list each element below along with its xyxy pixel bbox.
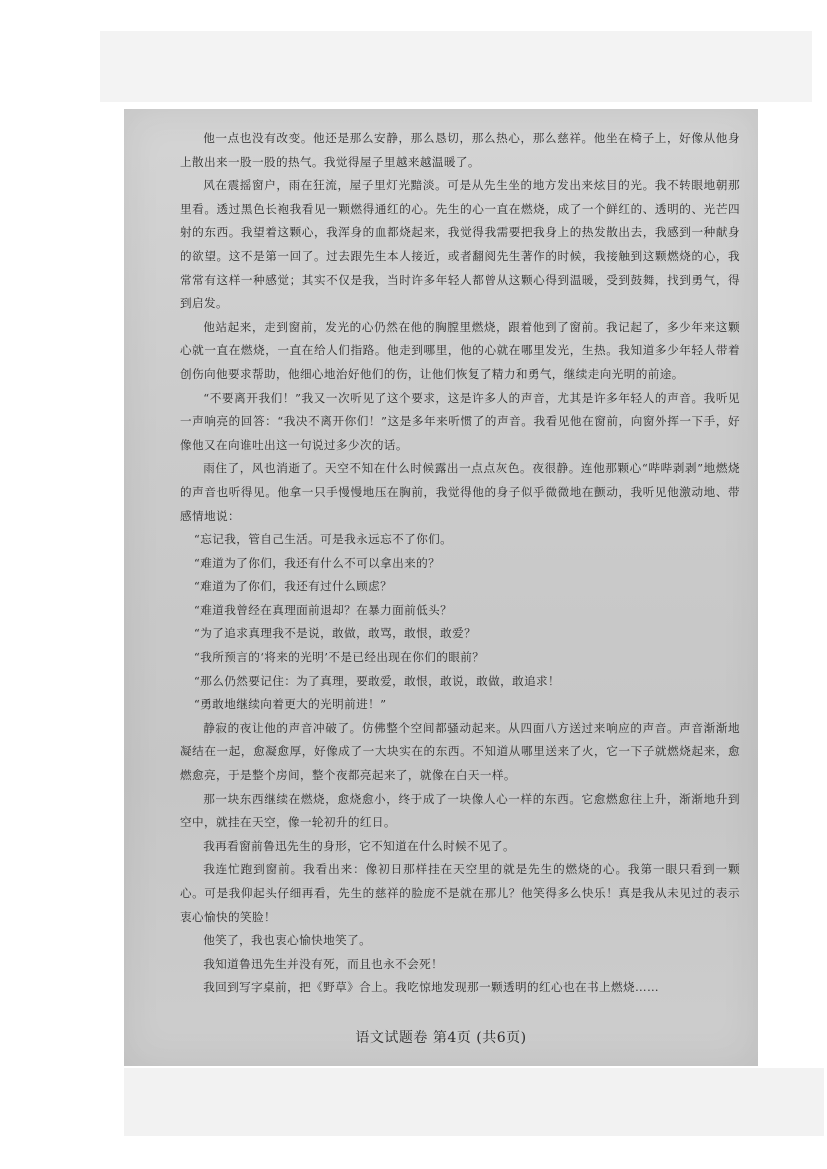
page-footer: 语文试题卷 第4页 (共6页) xyxy=(355,1030,527,1046)
paragraph: 我知道鲁迅先生并没有死，而且也永不会死！ xyxy=(203,956,444,971)
quote-line: “那么仍然要记住：为了真理，要敢爱，敢恨，敢说，敢做，敢追求！ xyxy=(193,673,561,688)
quote-line: “我所预言的‘将来的光明’不是已经出现在你们的眼前？ xyxy=(193,650,485,665)
paragraph: 我回到写字桌前，把《野草》合上。我吃惊地发现那一颗透明的红心也在书上燃烧…… xyxy=(203,980,659,995)
paragraph: 他一点也没有改变。他还是那么安静，那么恳切，那么热心，那么慈祥。他坐在椅子上，好像从他身上散出来一股一股的热气。我觉得屋子里越来越温暖了。 xyxy=(180,131,740,169)
paragraph: 他笑了，我也衷心愉快地笑了。 xyxy=(203,933,372,948)
paragraph: 静寂的夜让他的声音冲破了。仿佛整个空间都骚动起来。从四面八方送过来响应的声音。声音渐渐地凝结在一起，愈凝愈厚，好像成了一大块实在的东西。不知道从哪里送来了火，它一下子就燃烧起来，愈燃愈亮，于是整个房间，整个夜都亮起来了，就像在白天一样。 xyxy=(180,720,740,783)
paragraph: 风在震摇窗户，雨在狂流，屋子里灯光黯淡。可是从先生坐的地方发出来炫目的光。我不转眼地朝那里看。透过黑色长袍我看见一颗燃得通红的心。先生的心一直在燃烧，成了一个鲜红的、透明的、光芒四射的东西。我望着这颗心，我浑身的血都烧起来，我觉得我需要把我身上的热发散出去，我感到一种献身的欲望。这不是第一回了。过去跟先生本人接近，或者翻阅先生著作的时候，我接触到这颗燃烧的心，我常常有这样一种感觉；其实不仅是我，当时许多年轻人都曾从这颗心得到温暖，受到鼓舞，找到勇气，得到启发。 xyxy=(180,178,740,311)
article-body xyxy=(180,127,740,1000)
top-blank-band xyxy=(100,31,812,102)
quote-line: “难道我曾经在真理面前退却？在暴力面前低头？ xyxy=(193,602,453,617)
paragraph: 他站起来，走到窗前，发光的心仍然在他的胸膛里燃烧，跟着他到了窗前。我记起了，多少年来这颗心就一直在燃烧，一直在给人们指路。他走到哪里，他的心就在哪里发光，生热。我知道多少年轻人带着创伤向他要求帮助，他细心地治好他们的伤，让他们恢复了精力和勇气，继续走向光明的前途。 xyxy=(180,319,740,381)
quote-line: “勇敢地继续向着更大的光明前进！” xyxy=(193,697,387,712)
bottom-blank-band xyxy=(124,1068,824,1136)
quote-line: “为了追求真理我不是说，敢做，敢骂，敢恨，敢爱？ xyxy=(193,626,477,641)
quote-line: “忘记我，管自己生活。可是我永远忘不了你们。 xyxy=(193,532,453,547)
paragraph: 我再看窗前鲁迅先生的身形，它不知道在什么时候不见了。 xyxy=(203,838,516,853)
quote-line: “难道为了你们，我还有过什么顾虑？ xyxy=(193,579,393,594)
exam-page-photo xyxy=(124,109,758,1066)
paragraph: “不要离开我们！”我又一次听见了这个要求，这是许多人的声音，尤其是许多年轻人的声音。我听见一声响亮的回答：“我决不离开你们！”这是多年来听惯了的声音。我看见他在窗前，向窗外挥一下手，好像他又在向谁吐出这一句说过多少次的话。 xyxy=(180,390,740,452)
paragraph: 雨住了，风也消逝了。天空不知在什么时候露出一点点灰色。夜很静。连他那颗心“哔哔剥剥”地燃烧的声音也听得见。他拿一只手慢慢地压在胸前，我觉得他的身子似乎微微地在颤动，我听见他激动地、带感情地说： xyxy=(180,461,740,523)
paragraph: 那一块东西继续在燃烧，愈烧愈小，终于成了一块像人心一样的东西。它愈燃愈往上升，渐渐地升到空中，就挂在天空，像一轮初升的红日。 xyxy=(180,791,740,830)
paragraph: 我连忙跑到窗前。我看出来：像初日那样挂在天空里的就是先生的燃烧的心。我第一眼只看到一颗心。可是我仰起头仔细再看，先生的慈祥的脸庞不是就在那儿？他笑得多么快乐！真是我从未见过的表示衷心愉快的笑脸！ xyxy=(180,862,740,924)
quote-line: “难道为了你们，我还有什么不可以拿出来的？ xyxy=(193,555,441,570)
